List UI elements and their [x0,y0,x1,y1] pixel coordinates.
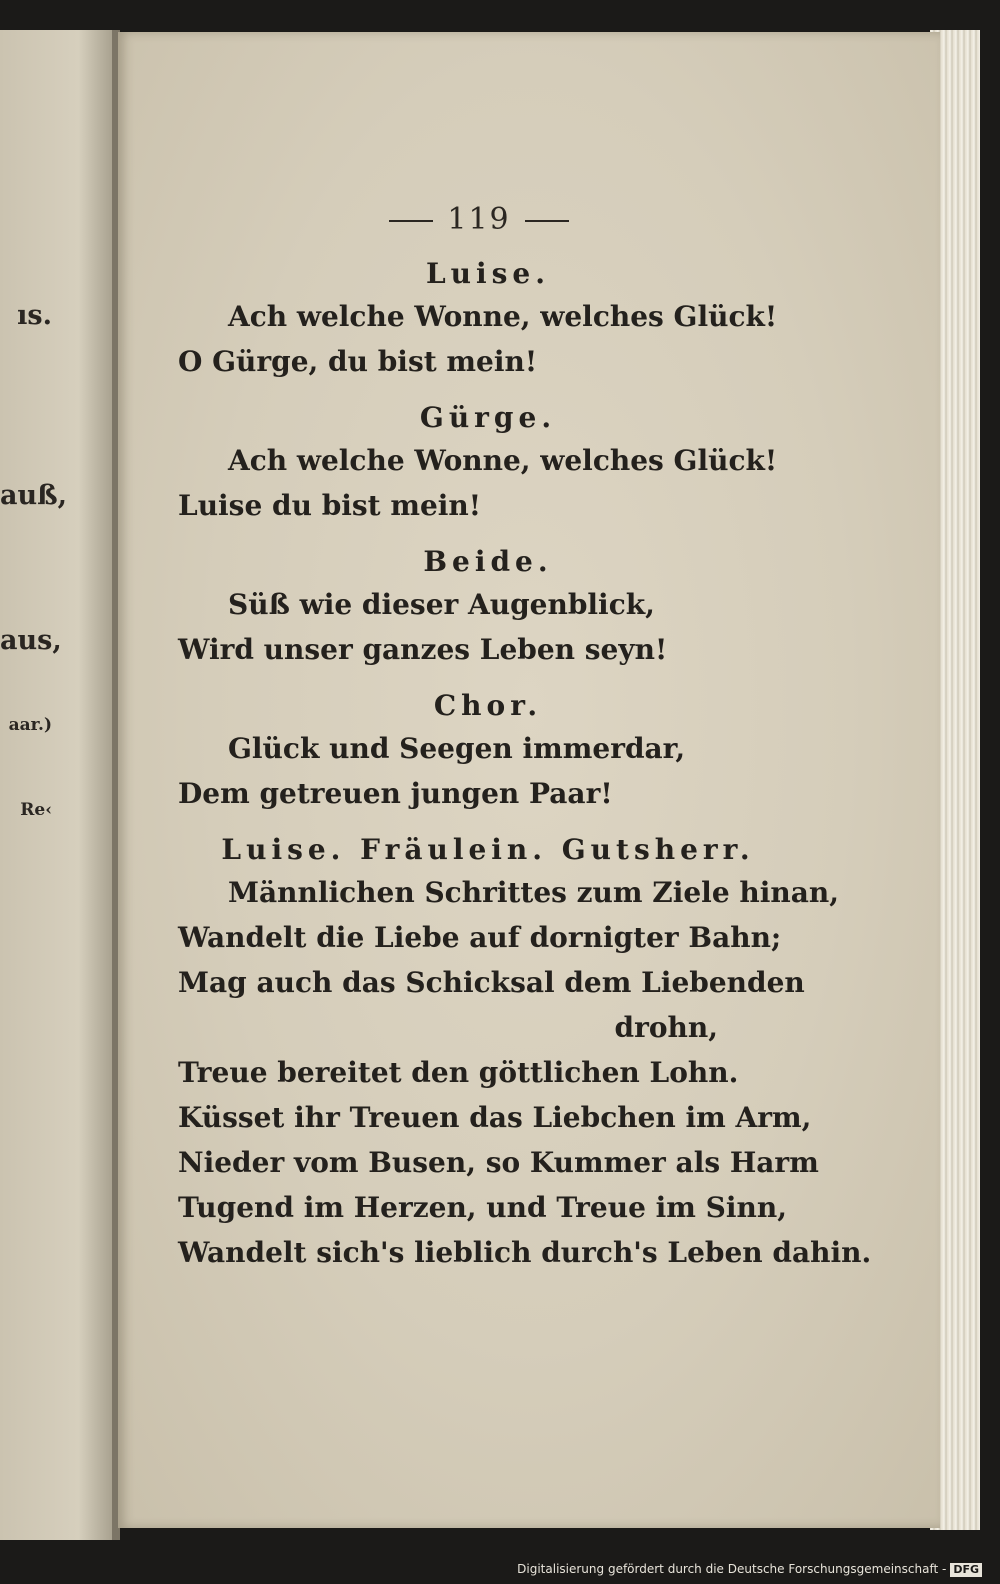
speaker-heading: Luise. Fräulein. Gutsherr. [221,833,755,866]
left-page [0,30,112,1540]
left-fragment: aus, [0,625,62,656]
verse-line: O Gürge, du bist mein! [178,345,538,378]
right-page [118,32,940,1528]
digitization-credit: Digitalisierung gefördert durch die Deutsche Forschungsgemeinschaft - DFG [517,1556,982,1582]
speaker-heading: Luise. [425,257,550,290]
speaker-heading: Beide. [423,545,553,578]
verse-line: Glück und Seegen immerdar, [228,732,686,765]
speaker-heading: Gürge. [419,401,557,434]
verse-line: Wandelt die Liebe auf dornigter Bahn; [178,921,782,954]
verse-line: Luise du bist mein! [178,489,482,522]
verse-line: Wird unser ganzes Leben seyn! [178,633,668,666]
left-fragment: aar.) [8,715,52,735]
verse-line: Tugend im Herzen, und Treue im Sinn, [178,1191,787,1224]
verse-line: Süß wie dieser Augenblick, [228,588,655,621]
verse-line: Treue bereitet den göttlichen Lohn. [178,1056,739,1089]
verse-line: Mag auch das Schicksal dem Liebenden [178,966,805,999]
verse-line: Ach welche Wonne, welches Glück! [228,444,778,477]
verse-content [178,254,872,1275]
dash-right [525,220,569,222]
verse-line: Männlichen Schrittes zum Ziele hinan, [228,876,839,909]
dfg-logo: DFG [950,1563,982,1577]
verse-line: Ach welche Wonne, welches Glück! [228,300,778,333]
left-fragment: auß, [0,480,68,511]
left-fragment: ıs. [17,300,52,331]
verse-line: Wandelt sich's lieblich durch's Leben dahin. [178,1236,872,1269]
verse-line: Nieder vom Busen, so Kummer als Harm [178,1146,819,1179]
left-fragment: Re‹ [20,800,52,820]
verse-line: drohn, [614,1011,718,1044]
dash-left [389,220,433,222]
verse-line: Küsset ihr Treuen das Liebchen im Arm, [178,1101,812,1134]
verse-line: Dem getreuen jungen Paar! [178,777,613,810]
page-number: 119 [118,202,840,237]
speaker-heading: Chor. [433,689,543,722]
